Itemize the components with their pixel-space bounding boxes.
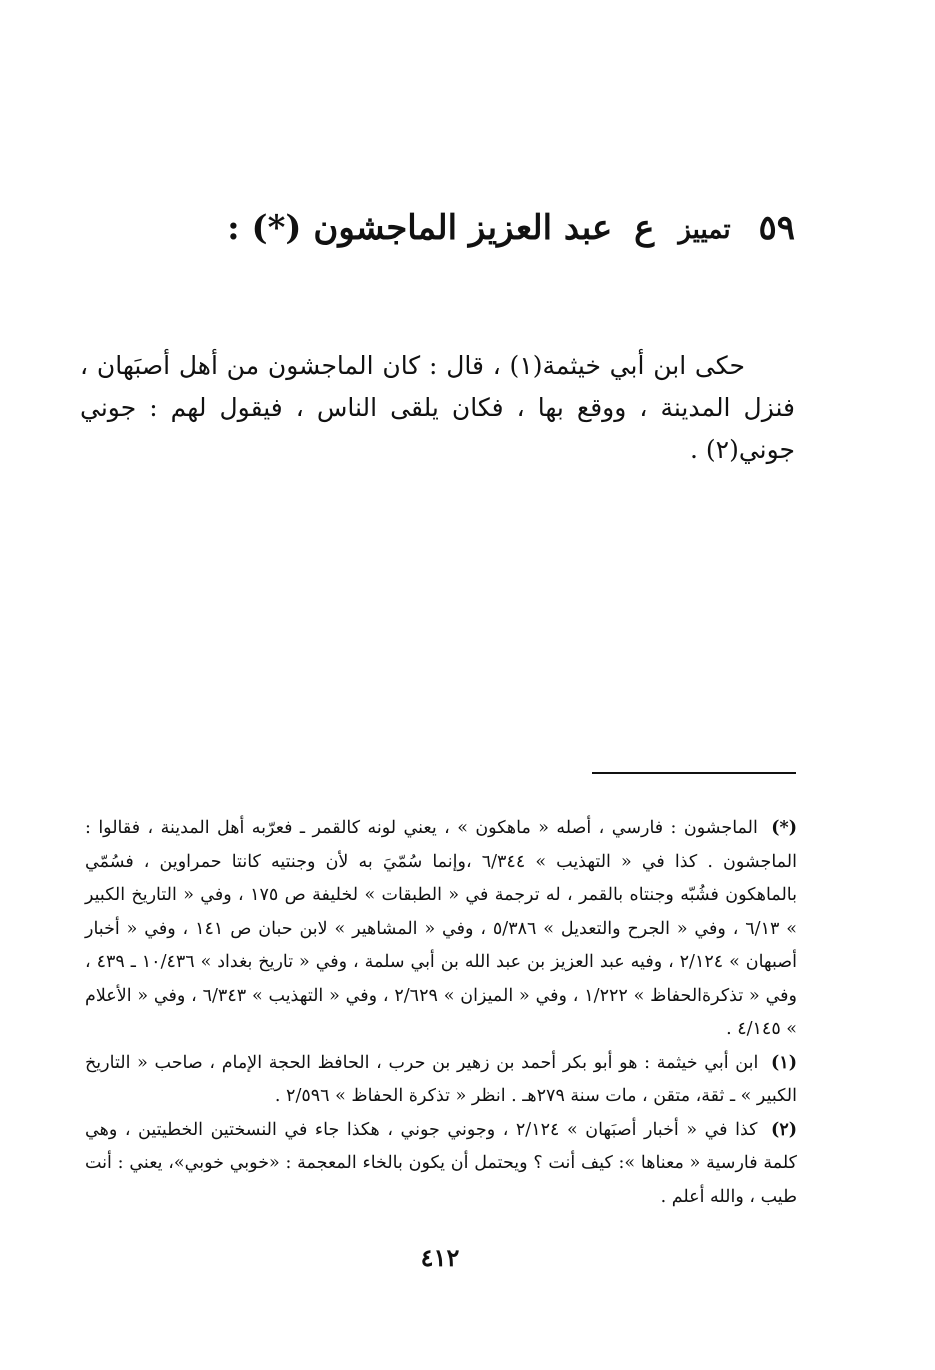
main-paragraph: حكى ابن أبي خيثمة(١) ، قال : كان الماجشون من أهل أصبَهان ، فنزل المدينة ، ووقع بها ، فكان يلقى الناس ، فيقول لهم : جوني جوني(٢) .	[80, 351, 795, 464]
footnote-star	[85, 812, 797, 1047]
entry-title: عبد العزيز الماجشون	[313, 208, 613, 248]
footnotes	[85, 812, 797, 1214]
entry-symbol: تمييز	[678, 215, 731, 245]
page-number: ٤١٢	[420, 1243, 460, 1272]
footnote-2	[85, 1114, 797, 1215]
footnote-text: كذا في « أخبار أصبَهان » ٢/١٢٤ ، وجوني جوني ، هكذا جاء في النسختين الخطيتين ، وهي كلمة فارسية « معناها »: كيف أنت ؟ ويحتمل أن يكون بالخاء المعجمة : «خوبي خوبي»، يعني : أنت طيب ، والله أعلم .	[85, 1119, 797, 1207]
footnote-separator	[592, 772, 796, 774]
footnote-1	[85, 1047, 797, 1114]
footnote-marker: (١)	[771, 1052, 797, 1073]
entry-number: ٥٩	[758, 208, 795, 248]
entry-footnote-mark: (*) :	[227, 208, 302, 248]
entry-code: ع	[634, 208, 655, 248]
footnote-text: ابن أبي خيثمة : هو أبو بكر أحمد بن زهير بن حرب ، الحافظ الحجة الإمام ، صاحب « التاريخ الكبير » ـ ثقة، متقن ، مات سنة ٢٧٩هـ . انظر « تذكرة الحفاظ » ٢/٥٩٦ .	[85, 1052, 797, 1106]
main-text	[80, 345, 795, 471]
footnote-marker: (*)	[771, 818, 797, 838]
footnote-marker: (٢)	[771, 1119, 797, 1140]
footnote-text: الماجشون : فارسي ، أصله « ماهكون » ، يعني لونه كالقمر ـ فعرّبه أهل المدينة ، فقالوا : الماجشون . كذا في « التهذيب » ٦/٣٤٤ ،وإنما سُمّيَ به لأن وجنتيه كانتا حمراوين ، فسُمّي بالماهكون فشُبّه وجنتاه بالقمر ، له ترجمة في « الطبقات » لخليفة ص ١٧٥ ، وفي « التاريخ الكبير » ٦/١٣ ، وفي « الجرح والتعديل » ٥/٣٨٦ ، وفي « المشاهير » لابن حبان ص ١٤١ ، وفي « أخبار أصبهان » ٢/١٢٤ ، وفيه عبد العزيز بن عبد الله بن أبي سلمة ، وفي « تاريخ بغداد » ١٠/٤٣٦ ـ ٤٣٩ ، وفي « تذكرةالحفاظ » ١/٢٢٢ ، وفي « الميزان » ٢/٦٢٩ ، وفي « التهذيب » ٦/٣٤٣ ، وفي « الأعلام » ٤/١٤٥ .	[85, 818, 797, 1039]
entry-heading	[227, 198, 795, 260]
